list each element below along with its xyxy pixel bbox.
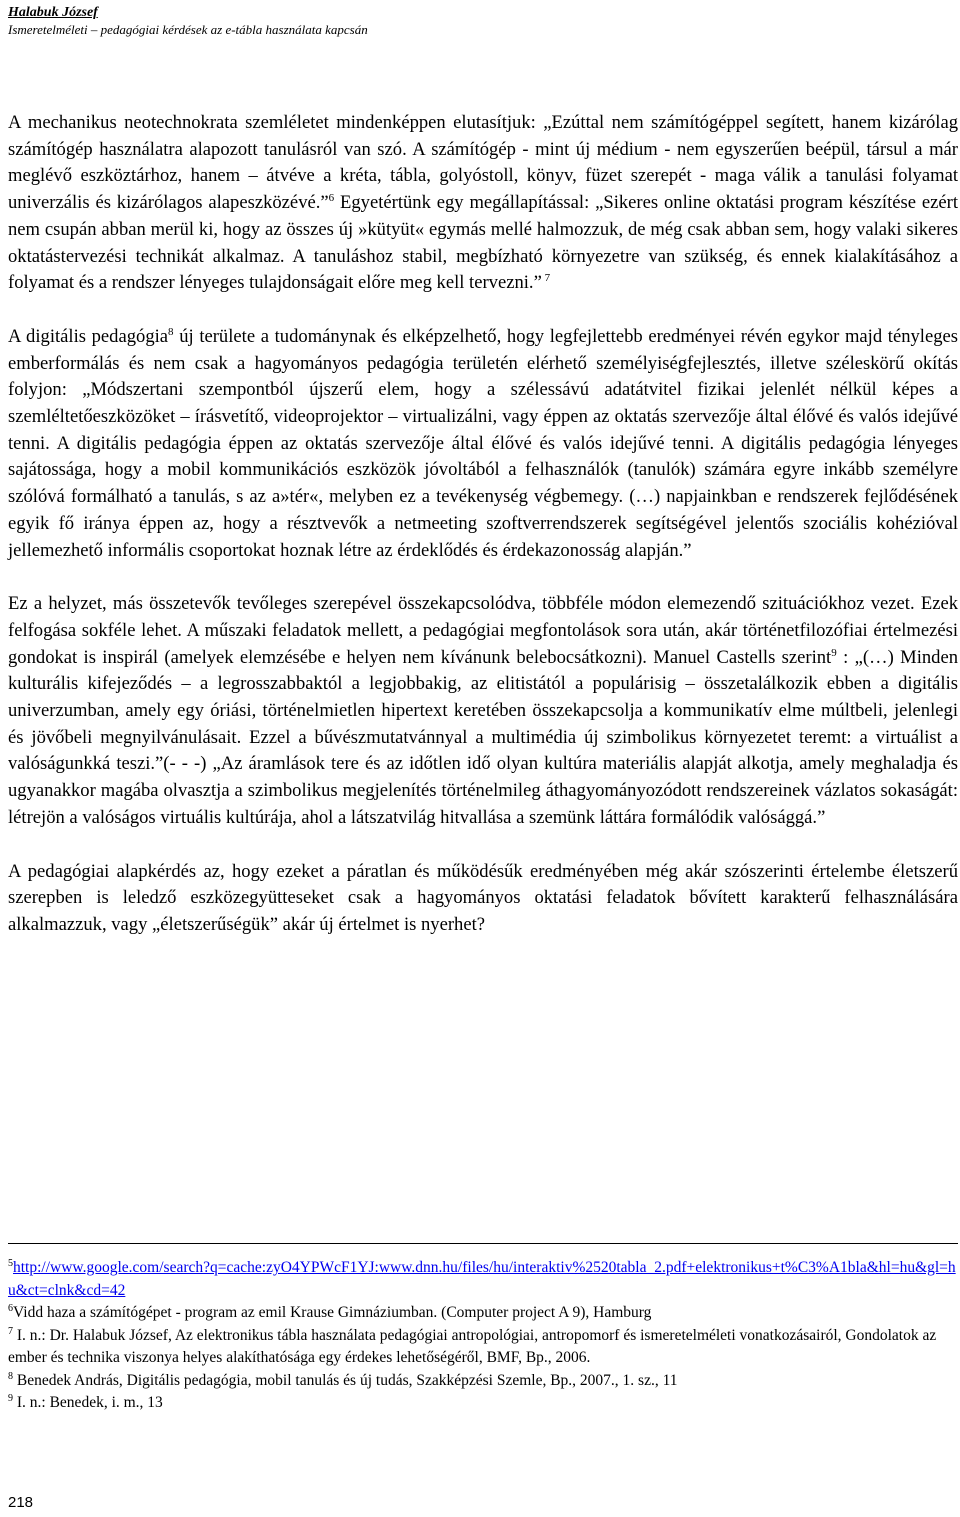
footnote-8 [8,1370,958,1393]
paragraph-text: : „(…) Minden kulturális kifejeződés – a legrosszabbaktól a legjobbakig, az elitistától a populárisig – összetalálkozik ebben a digitális univerzumban, amely egy óriási, történelmietlen hipertext keretében összekapcsolja a kommunikatív elme múltbeli, jelenlegi és jövőbeli megnyilvánulásait. Ezzel a bűvészmutatvánnyal a multimédia új szimbolikus környezetet teremt: a virtuálist a valóságunkká teszi.”(- - -) „Az áramlások tere és az időtlen idő olyan kultúra materiális alapját alkotja, amely meghaladja és ugyanakkor magába olvasztja a szimbolikus megjelenítés történelmileg áthagyományozódott rendszereinek vázlatos sokaságát: létrejön a valóságos virtuális kultúrája, ahol a látszatvilág hitvallása a szemünk láttára formálódik valósággá.” [8,646,959,828]
main-text [8,110,958,966]
footnote-ref[interactable]: 9 [831,646,837,659]
header-author: Halabuk József [8,5,98,20]
page-header [8,4,368,38]
footnote-number: 9 [8,1392,13,1404]
footnote-6 [8,1302,958,1325]
footnote-ref[interactable]: 7 [541,272,551,285]
footnote-ref[interactable]: 6 [328,191,335,204]
paragraph-text: új területe a tudománynak és elképzelhető, hogy legfejlettebb eredményei révén egykor majd tényleges emberformálás és nem csak a hagyományos pedagógia területén elérhető személyiségfejlesztés, illetve széleskörű okítás folyjon: „Módszertani szempontból újszerű elem, hogy a szélessávú adatátvitel fizikai jelenlét nélkül képes a szemléltetőeszközöket – írásvetítő, videoprojektor – virtualizálni, vagy éppen az oktatás szervezője által élővé és valós idejűvé tenni. A digitális pedagógia éppen az oktatás szervezője által élővé és valós idejűvé tenni. A digitális pedagógia lényeges sajátossága, hogy a mobil kommunikációs eszközök jóvoltából a felhasználók (tanulók) számára egyre inkább személyre szólóvá formálható a tanulás, s az a»tér«, melyben ez a tevékenység végbemegy. (…) napjainkban e rendszerek fejlődésének egyik fő iránya éppen az, hogy a résztvevők a netmeeting szoftverrendszerek segítségével jelentős szociális kohézióval jellemezhető informális csoportokat hoznak létre az érdeklődés és érdekazonosság alapján.” [8,325,958,561]
footnote-number: 6 [8,1302,13,1314]
paragraph-text: A mechanikus neotechnokrata szemléletet mindenképpen elutasítjuk: „Ezúttal nem számítógéppel segített, hanem kizárólag számítógép használatra alapozott tanulásról van szó. A számítógép - mint új médium - nem egyszerűen beépül, társul a már meglévő eszköztárhoz, hanem – átvéve a kréta, tábla, golyóstoll, könyv, füzet szerepét - maga válik a tanulási folyamat univerzális és kizárólagos alapeszközévé.” [8,112,958,214]
paragraph-text: Ez a helyzet, más összetevők tevőleges szerepével összekapcsolódva, többféle módon elemezendő szituációkhoz vezet. Ezek felfogása sokféle lehet. A műszaki feladatok mellett, a pedagógiai megfontolások sora után, akár történetfilozófiai értelmezési gondokat is inspirál (amelyek elemzésébe e helyen nem kívánunk belebocsátkozni). Manuel Castells szerint [8,593,958,668]
page-number: 218 [8,1494,34,1511]
footnotes [8,1243,958,1415]
footnote-text: I. n.: Dr. Halabuk József, Az elektronikus tábla használata pedagógiai antropológiai, antropomorf és ismeretelméleti vonatkozásairól, Gondolatok az ember és technika viszonya helyes alakíthatósága egy érdekes lehetőségéről, BMF, Bp., 2006. [8,1326,937,1366]
paragraph-text: A digitális pedagógia [8,325,169,347]
footnote-9 [8,1392,958,1415]
paragraph-2 [8,324,958,564]
paragraph-3 [8,591,958,831]
paragraph-text: A pedagógiai alapkérdés az, hogy ezeket a páratlan és működésűk eredményében még akár szószerinti értelembe életszerű szerepben is leledző eszközegyütteseket csak a hagyományos oktatási feladatok bővített karakterű felhasználására alkalmazzuk, vagy „életszerűségük” akár új értelmet is nyerhet? [8,860,958,935]
footnote-5 [8,1257,958,1302]
paragraph-text: Egyetértünk egy megállapítással: „Sikeres online oktatási program készítése ezért nem csupán abban merül ki, hogy az összes új »kütyüt« egymás mellé halmozzuk, de még csak abban sem, hogy valaki sikeres oktatástervezési technikát alkalmaz. A tanuláshoz stabil, megbízható környezetre van szükség, és ennek kialakításához a folyamat és a rendszer lényeges tulajdonságait előre meg kell tervezni.” [8,192,958,294]
footnote-text: I. n.: Benedek, i. m., 13 [13,1394,163,1411]
paragraph-4 [8,859,958,939]
footnote-7 [8,1325,958,1370]
footnote-number: 5 [8,1257,13,1269]
footnote-text: Vidd haza a számítógépet - program az emil Krause Gimnáziumban. (Computer project A 9), Hamburg [13,1304,652,1321]
footnote-link[interactable]: http://www.google.com/search?q=cache:zyO4YPWcF1YJ:www.dnn.hu/files/hu/interaktiv%2520tabla_2.pdf+elektronikus+t%C3%A1bla&hl=hu&gl=hu&ct=clnk&cd=42 [8,1259,956,1299]
footnote-text: Benedek András, Digitális pedagógia, mobil tanulás és új tudás, Szakképzési Szemle, Bp., 2007., 1. sz., 11 [13,1371,678,1389]
footnote-number: 7 [8,1325,13,1337]
footnote-ref[interactable]: 8 [168,325,174,338]
header-subtitle: Ismeretelméleti – pedagógiai kérdések az e-tábla használata kapcsán [8,22,368,37]
footnote-number: 8 [8,1370,13,1382]
paragraph-1 [8,110,958,297]
